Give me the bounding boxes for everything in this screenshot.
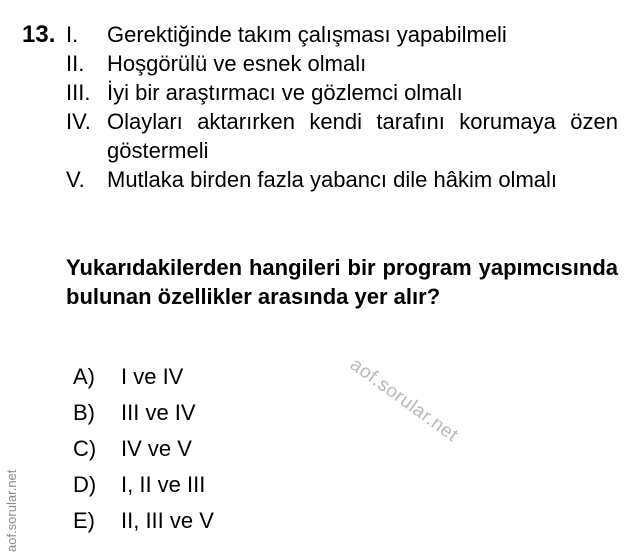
answer-option-a[interactable]	[73, 359, 214, 395]
statement-text: İyi bir araştırmacı ve gözlemci olmalı	[107, 80, 463, 105]
option-letter: C)	[73, 436, 97, 461]
answer-option-d[interactable]	[73, 467, 214, 503]
statement-item	[66, 20, 618, 49]
answer-option-c[interactable]	[73, 431, 214, 467]
diagonal-watermark: aof.sorular.net	[346, 354, 462, 447]
statement-item	[66, 107, 618, 165]
option-text: IV ve V	[121, 436, 192, 461]
statement-numeral: V.	[66, 167, 85, 192]
option-letter: B)	[73, 400, 95, 425]
statement-text: Mutlaka birden fazla yabancı dile hâkim olmalı	[107, 167, 558, 192]
statement-item	[66, 49, 618, 78]
statement-numeral: I.	[66, 22, 79, 47]
answer-option-b[interactable]	[73, 395, 214, 431]
statement-item	[66, 165, 618, 194]
statement-text: Hoşgörülü ve esnek olmalı	[107, 51, 367, 76]
answer-option-e[interactable]	[73, 503, 214, 539]
option-text: II, III ve V	[121, 508, 214, 533]
answer-options	[73, 359, 214, 539]
option-text: I ve IV	[121, 364, 184, 389]
statement-numeral: III.	[66, 80, 91, 105]
option-text: III ve IV	[121, 400, 196, 425]
side-watermark: aof.sorular.net	[4, 469, 19, 552]
option-letter: E)	[73, 508, 95, 533]
question-stem: Yukarıdakilerden hangileri bir program yapımcısında bulunan özellikler arasında yer alır?	[66, 255, 618, 309]
statement-item	[66, 78, 618, 107]
option-text: I, II ve III	[121, 472, 206, 497]
option-letter: D)	[73, 472, 97, 497]
statement-text: Olayları aktarırken kendi tarafını korumaya özen göstermeli	[107, 109, 618, 163]
question-number: 13.	[22, 21, 56, 48]
option-letter: A)	[73, 364, 95, 389]
statement-list	[66, 20, 618, 194]
statement-numeral: IV.	[66, 109, 91, 134]
statement-numeral: II.	[66, 51, 85, 76]
statement-text: Gerektiğinde takım çalışması yapabilmeli	[107, 22, 507, 47]
